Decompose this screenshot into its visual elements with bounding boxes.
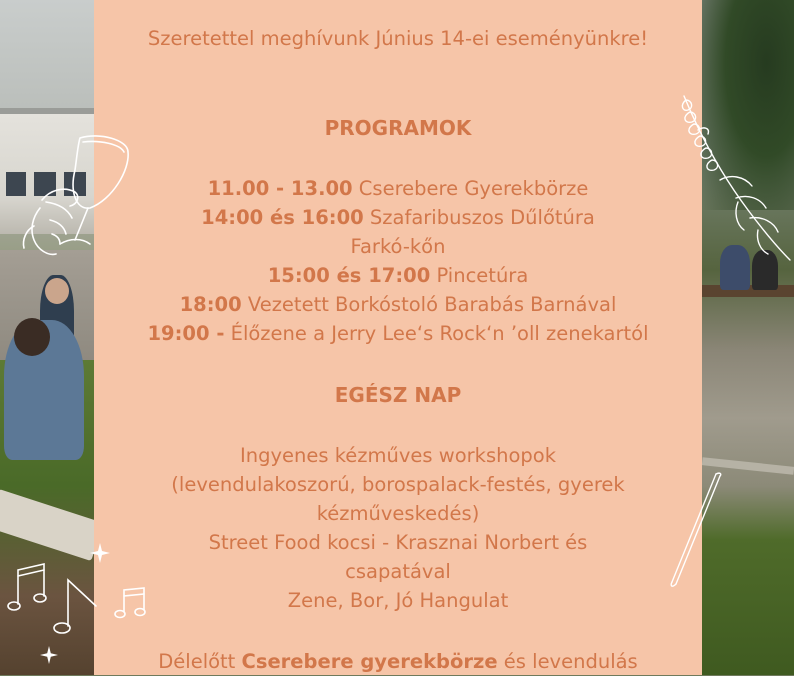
program-item: 11.00 - 13.00 Cserebere Gyerekbörze [207, 177, 589, 200]
sparkle-icon [40, 646, 58, 664]
music-notes-icon [4, 560, 150, 675]
allday-line: Street Food kocsi - Krasznai Norbert és [208, 531, 588, 554]
program-item: 19:00 - Élőzene a Jerry Lee‘s Rock‘n ’oll zenekartól [147, 322, 649, 345]
program-item: 14:00 és 16:00 Szafaribuszos Dűlőtúra [201, 206, 595, 229]
allday-line: Zene, Bor, Jó Hangulat [287, 589, 509, 612]
allday-line: csapatával [345, 560, 451, 583]
intro-text: Szeretettel meghívunk Június 14-ei eseményünkre! [147, 27, 649, 50]
morning-text: Délelőtt Cserebere gyerekbörze és levendulás [158, 650, 638, 673]
allday-line: kézműveskedés) [316, 502, 480, 525]
allday-line: Ingyenes kézműves workshopok [239, 444, 557, 467]
allday-line: (levendulakoszorú, borospalack-festés, gyerek [171, 473, 625, 496]
sparkle-icon [90, 543, 110, 563]
program-item: 18:00 Vezetett Borkóstoló Barabás Barnával [179, 293, 617, 316]
programs-heading: PROGRAMOK [324, 116, 472, 140]
program-item: 15:00 és 17:00 Pincetúra [267, 264, 529, 287]
paintbrush-icon [664, 470, 724, 590]
allday-heading: EGÉSZ NAP [334, 383, 462, 407]
lavender-branch-icon [678, 90, 794, 265]
program-item-continued: Farkó-kőn [350, 235, 446, 258]
invitation-panel [94, 0, 702, 675]
wine-glass-hand-icon [20, 130, 135, 265]
